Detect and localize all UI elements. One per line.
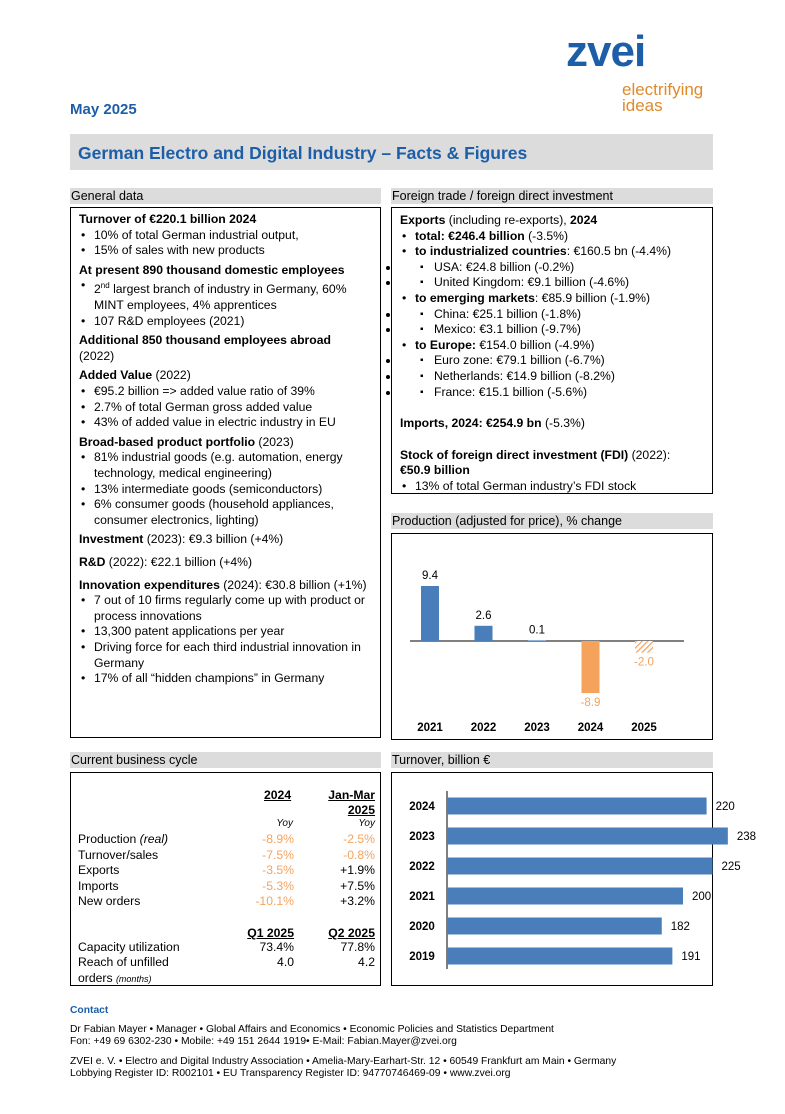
- list-item: • to emerging markets: €85.9 billion (-1.9%): [400, 291, 704, 307]
- production-category-label: 2024: [577, 722, 604, 734]
- list-item: • 13,300 patent applications per year: [79, 624, 372, 640]
- fdi-heading: Stock of foreign direct investment (FDI) (2022):: [400, 447, 671, 462]
- turnover-chart-box: [391, 772, 757, 986]
- contact-section: [70, 1005, 720, 1081]
- list-item: • Driving force for each third industrial innovation in Germany: [79, 640, 372, 671]
- turnover-category-label: 2024: [409, 801, 435, 813]
- contact-heading: Contact: [70, 1005, 109, 1016]
- cycle-value-2025: +1.9%: [340, 863, 375, 877]
- added-value-heading: Added Value (2022): [79, 368, 191, 383]
- cycle-row-label: Imports: [78, 878, 119, 893]
- tagline-line-1: electrifying: [622, 80, 704, 99]
- list-item: • to industrialized countries: €160.5 bn (-4.4%): [400, 244, 704, 260]
- reach-value-2: 4.2: [358, 955, 375, 969]
- rd-line: R&D (2022): €22.1 billion (+4%): [79, 554, 253, 569]
- turnover-list: [79, 228, 372, 259]
- document-date: May 2025: [70, 101, 137, 118]
- col-q2-header: Q2 2025: [328, 926, 375, 940]
- contact-line: Fon: +49 69 6302-230 • Mobile: +49 151 2644 1919• E-Mail: Fabian.Mayer@zvei.org: [70, 1036, 457, 1047]
- list-item: • €95.2 billion => added value ratio of 39%: [79, 384, 372, 400]
- list-item: ▪ • Netherlands: €14.9 billion (-8.2%): [400, 369, 704, 385]
- production-bar: [421, 586, 439, 641]
- production-bar: [635, 641, 653, 653]
- emerging-sublist: [400, 307, 704, 338]
- turnover-bar: [447, 828, 728, 845]
- turnover-data-label: 182: [670, 921, 690, 933]
- cycle-value-2024: -5.3%: [262, 878, 294, 893]
- capacity-label: Capacity utilization: [78, 940, 180, 954]
- general-data-box: [70, 207, 381, 738]
- list-item: • 2.7% of total German gross added value: [79, 400, 372, 416]
- page-title: German Electro and Digital Industry – Facts & Figures: [78, 143, 528, 163]
- production-category-label: 2025: [631, 722, 657, 734]
- cycle-value-2024: -7.5%: [262, 847, 294, 862]
- innovation-heading: Innovation expenditures (2024): €30.8 billion (+1%): [79, 577, 367, 592]
- list-item: • 107 R&D employees (2021): [79, 314, 372, 330]
- cycle-row-label: New orders: [78, 894, 141, 908]
- col-janmar-header: Jan-Mar 2025: [328, 788, 375, 817]
- emerging-list: [400, 291, 704, 307]
- europe-list: [400, 338, 704, 354]
- production-chart: [392, 534, 712, 739]
- production-category-label: 2021: [417, 722, 443, 734]
- turnover-category-label: 2019: [409, 951, 435, 963]
- turnover-data-label: 238: [736, 831, 757, 843]
- turnover-data-label: 220: [715, 801, 735, 813]
- cycle-value-2024: -10.1%: [255, 894, 294, 908]
- production-label: Production (adjusted for price), % change: [391, 513, 713, 529]
- turnover-category-label: 2021: [409, 891, 435, 903]
- turnover-data-label: 200: [692, 891, 712, 903]
- list-item: • 2nd largest branch of industry in Germany, 60% MINT employees, 4% apprentices: [79, 278, 372, 313]
- cycle-value-2024: -8.9%: [262, 832, 294, 846]
- employees-heading: At present 890 thousand domestic employees: [79, 262, 345, 277]
- added-value-list: [79, 384, 372, 431]
- exports-list: [400, 229, 704, 260]
- portfolio-list: [79, 450, 372, 528]
- list-item: ▪ • France: €15.1 billion (-5.6%): [400, 385, 704, 401]
- turnover-heading: Turnover of €220.1 billion 2024: [79, 212, 257, 226]
- production-bar: [528, 640, 546, 641]
- production-data-label: -2.0: [634, 656, 654, 669]
- business-cycle-box: [70, 772, 381, 986]
- production-category-label: 2023: [524, 722, 550, 734]
- imports-line: Imports, 2024: €254.9 bn (-5.3%): [400, 416, 585, 431]
- fdi-value: €50.9 billion: [400, 463, 470, 478]
- list-item: • to Europe: €154.0 billion (-4.9%): [400, 338, 704, 354]
- turnover-data-label: 191: [681, 951, 701, 963]
- production-data-label: 9.4: [422, 570, 438, 583]
- foreign-trade-label: Foreign trade / foreign direct investment: [391, 188, 713, 204]
- cycle-row-label: Production (real): [78, 832, 169, 846]
- yoy-label-2: Yoy: [358, 818, 375, 829]
- turnover-category-label: 2022: [409, 861, 435, 873]
- innovation-list: [79, 593, 372, 687]
- list-item: • 15% of sales with new products: [79, 243, 372, 259]
- cycle-value-2025: -0.8%: [343, 847, 375, 862]
- cycle-value-2025: +3.2%: [340, 894, 375, 908]
- title-bar: [70, 134, 713, 170]
- abroad-year: (2022): [79, 348, 115, 363]
- production-bar: [475, 626, 493, 641]
- production-category-label: 2022: [470, 722, 497, 734]
- tagline-line-2: ideas: [622, 96, 663, 115]
- production-data-label: -8.9: [580, 697, 601, 710]
- general-data-label: General data: [70, 188, 381, 204]
- list-item: ▪ • United Kingdom: €9.1 billion (-4.6%): [400, 275, 704, 291]
- list-item: • 17% of all “hidden champions” in Germany: [79, 671, 372, 687]
- cycle-row-label: Turnover/sales: [78, 847, 159, 862]
- portfolio-heading: Broad-based product portfolio (2023): [79, 434, 294, 449]
- contact-line: ZVEI e. V. • Electro and Digital Industry Association • Amelia-Mary-Earhart-Str. 12 • 60549 Frankfurt am Main • Germany: [70, 1055, 617, 1067]
- reach-value-1: 4.0: [277, 955, 294, 969]
- foreign-trade-box: [391, 207, 713, 494]
- turnover-bar: [447, 858, 713, 875]
- contact-line: Lobbying Register ID: R002101 • EU Transparency Register ID: 94770746469-09 • www.zvei.org: [70, 1068, 511, 1079]
- yoy-label-1: Yoy: [276, 818, 293, 829]
- logo-tagline: [622, 82, 703, 114]
- turnover-label: Turnover, billion €: [391, 752, 713, 768]
- employees-list: [79, 278, 372, 329]
- list-item: • 10% of total German industrial output,: [79, 228, 372, 244]
- abroad-heading: Additional 850 thousand employees abroad: [79, 333, 331, 348]
- business-cycle-label: Current business cycle: [70, 752, 381, 768]
- list-item: • 13% intermediate goods (semiconductors): [79, 482, 372, 498]
- reach-label: Reach of unfilled orders (months): [78, 955, 169, 985]
- production-chart-box: [391, 533, 713, 740]
- list-item: ▪ • Euro zone: €79.1 billion (-6.7%): [400, 353, 704, 369]
- turnover-bar: [447, 888, 683, 905]
- production-data-label: 2.6: [475, 609, 492, 622]
- fdi-list: [400, 479, 704, 495]
- cycle-value-2025: +7.5%: [340, 878, 375, 893]
- list-item: • 81% industrial goods (e.g. automation, energy technology, medical engineering): [79, 450, 372, 481]
- investment-line: Investment (2023): €9.3 billion (+4%): [79, 532, 284, 547]
- zvei-logo: zvei: [566, 27, 646, 76]
- capacity-value-2: 77.8%: [340, 940, 375, 954]
- production-bar: [582, 641, 600, 693]
- col-q1-header: Q1 2025: [247, 926, 294, 940]
- list-item: • total: €246.4 billion (-3.5%): [400, 229, 704, 245]
- cycle-value-2024: -3.5%: [262, 863, 294, 877]
- turnover-data-label: 225: [721, 861, 741, 873]
- capacity-value-1: 73.4%: [259, 940, 294, 954]
- cycle-value-2025: -2.5%: [343, 832, 375, 846]
- col-2024-header: 2024: [264, 788, 292, 802]
- exports-heading: Exports (including re-exports), 2024: [400, 213, 598, 227]
- turnover-category-label: 2023: [409, 831, 435, 843]
- contact-line: Dr Fabian Mayer • Manager • Global Affairs and Economics • Economic Policies and Statistics Department: [70, 1023, 554, 1035]
- list-item: ▪ • Mexico: €3.1 billion (-9.7%): [400, 322, 704, 338]
- turnover-bar: [447, 798, 707, 815]
- industrialized-sublist: [400, 260, 704, 291]
- turnover-bar: [447, 948, 672, 965]
- list-item: • 7 out of 10 firms regularly come up with product or process innovations: [79, 593, 372, 624]
- production-data-label: 0.1: [529, 624, 545, 637]
- europe-sublist: [400, 353, 704, 400]
- turnover-category-label: 2020: [409, 921, 435, 933]
- list-item: ▪ • China: €25.1 billion (-1.8%): [400, 307, 704, 323]
- list-item: • 43% of added value in electric industry in EU: [79, 415, 372, 431]
- turnover-bar: [447, 918, 662, 935]
- cycle-row-label: Exports: [78, 863, 120, 877]
- list-item: • 6% consumer goods (household appliances, consumer electronics, lighting): [79, 497, 372, 528]
- list-item: • 13% of total German industry’s FDI stock: [400, 479, 704, 495]
- turnover-chart: [392, 773, 757, 985]
- list-item: ▪ • USA: €24.8 billion (-0.2%): [400, 260, 704, 276]
